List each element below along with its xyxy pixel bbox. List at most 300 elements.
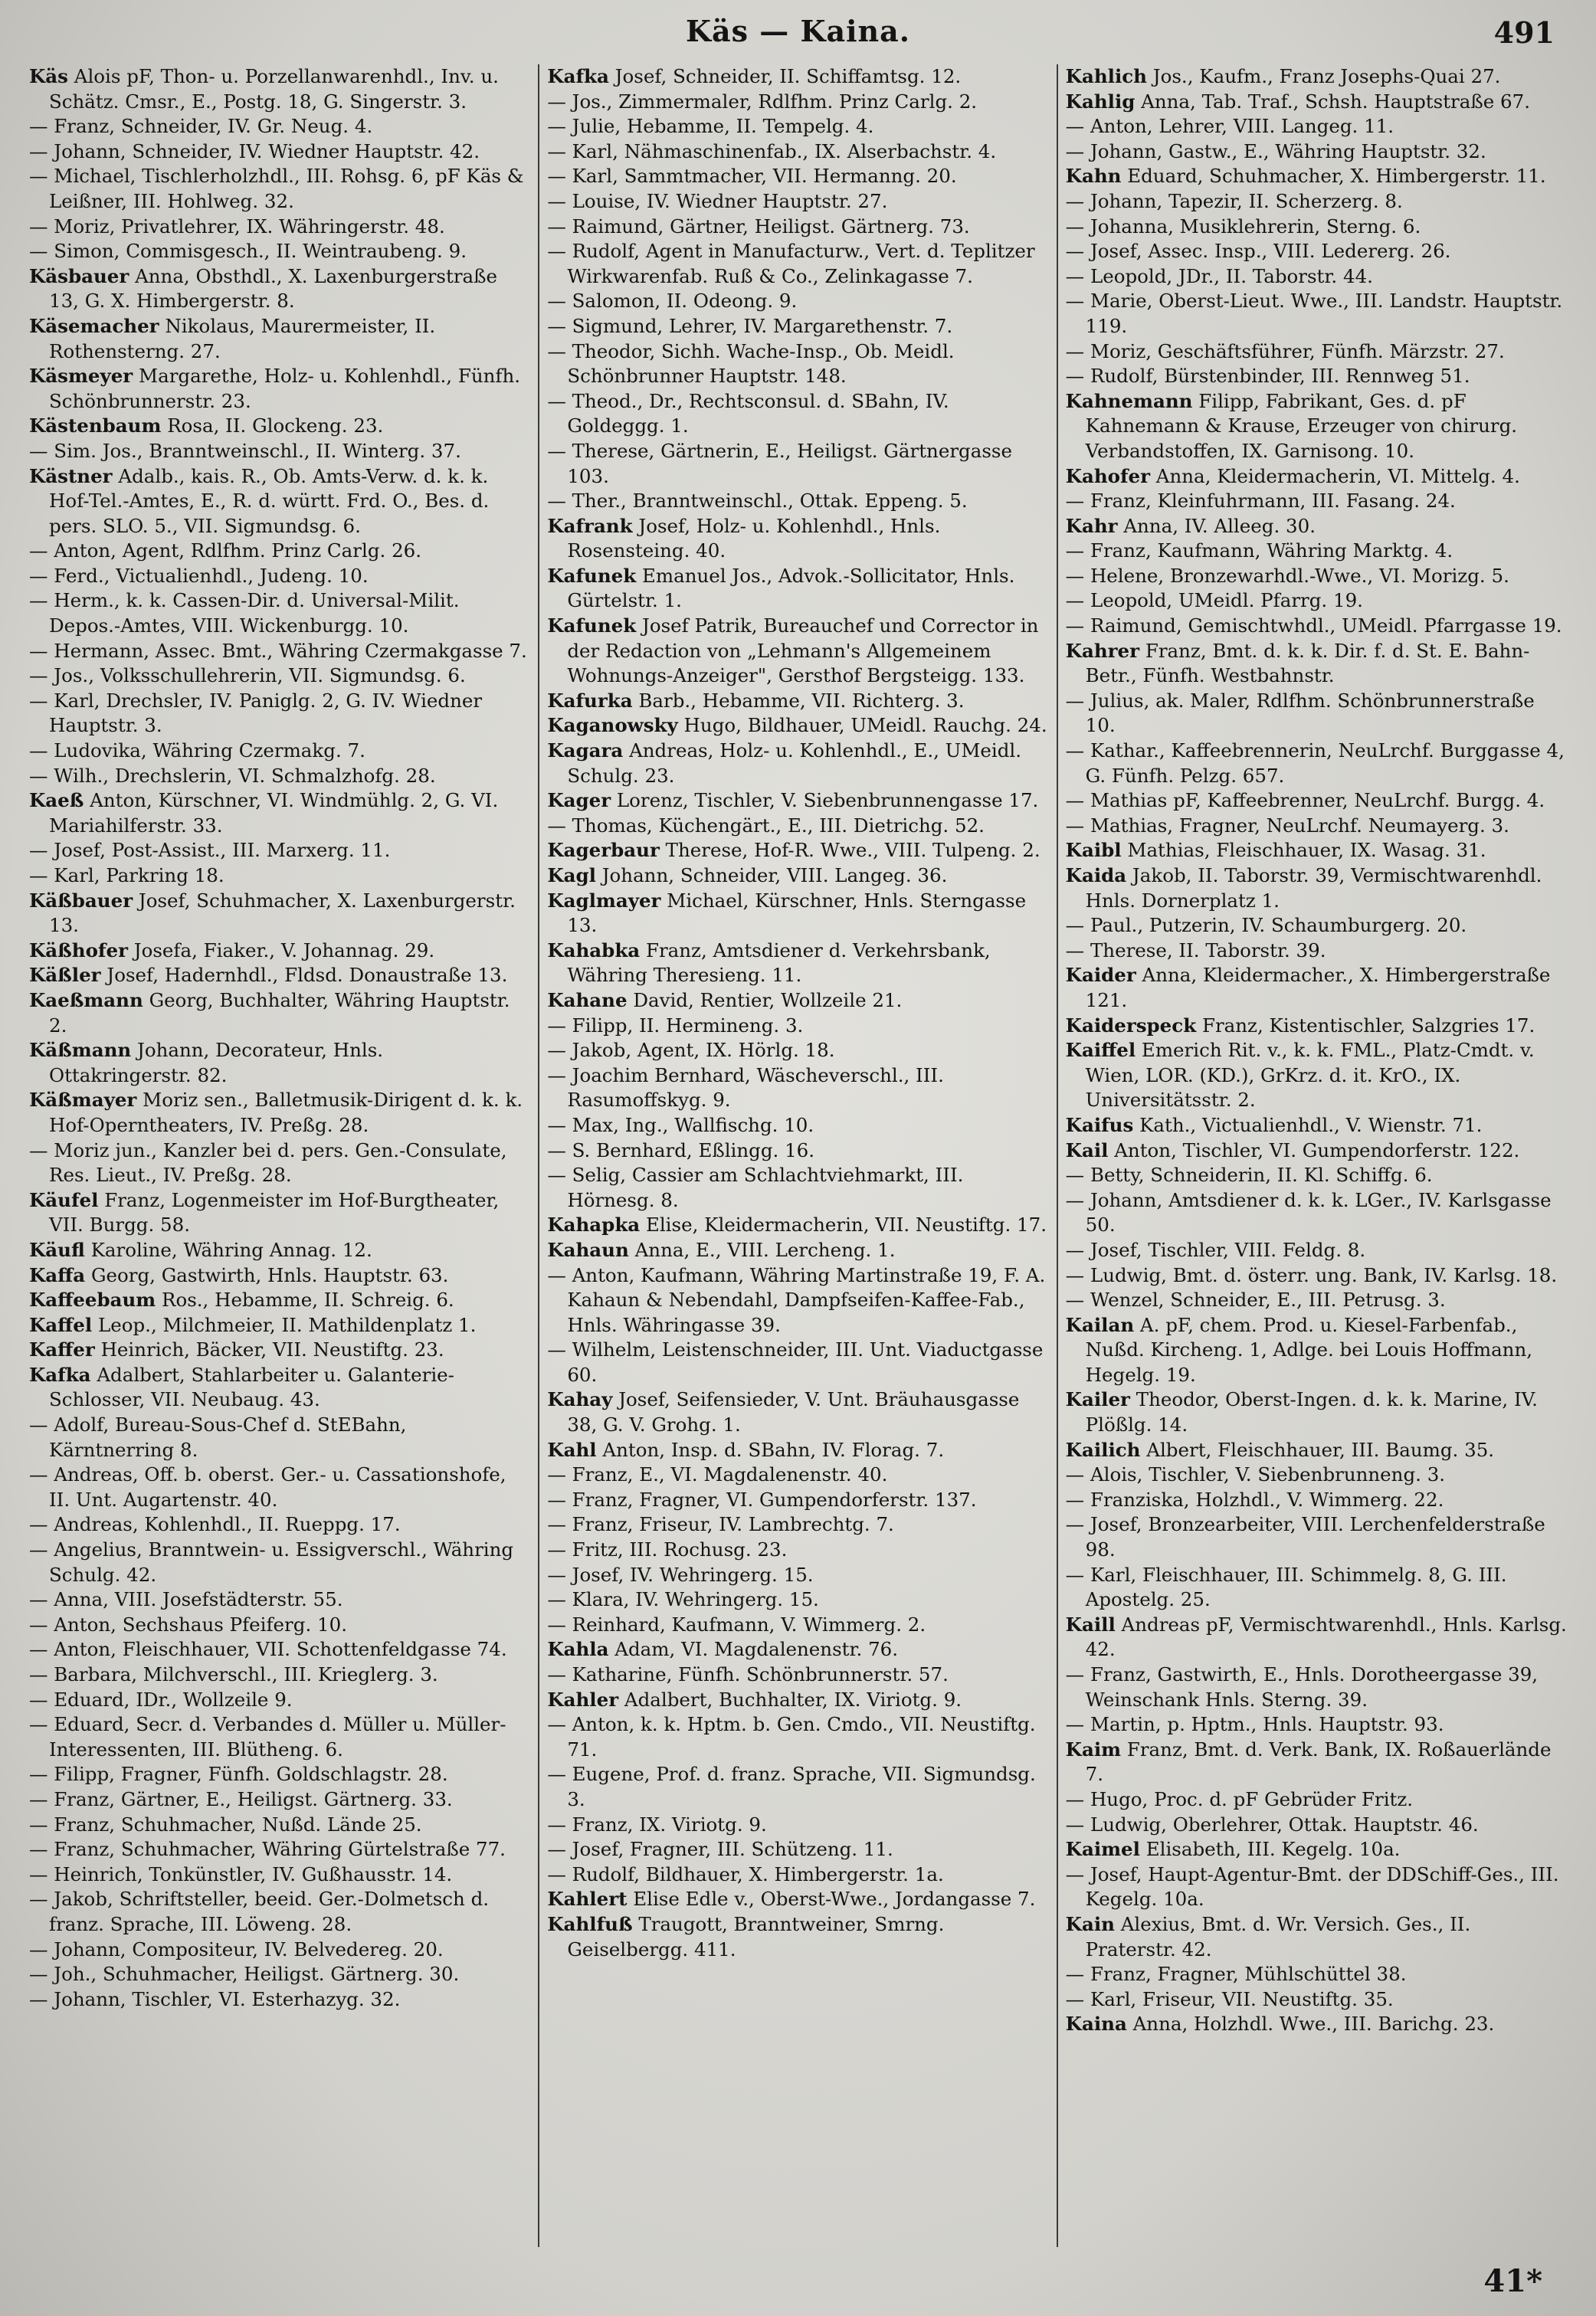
entry-text: — Kathar., Kaffeebrennerin, NeuLrchf. Burggasse 4, G. Fünfh. Pelzg. 657. [1065,739,1565,787]
directory-entry [29,439,530,464]
entry-text: — Anton, k. k. Hptm. b. Gen. Cmdo., VII. Neustiftg. 71. [547,1713,1036,1761]
directory-entry [547,863,1048,889]
directory-entry [547,289,1048,314]
entry-text: Georg, Buchhalter, Währing Hauptstr. 2. [49,988,510,1037]
directory-entry [29,1512,530,1538]
directory-entry [547,489,1048,514]
entry-text: — Franz, Schuhmacher, Währing Gürtelstraße 77. [29,1838,506,1861]
directory-entry [1066,90,1567,115]
directory-entry [29,838,530,863]
directory-entry [1066,913,1567,939]
entry-text: — Rudolf, Bürstenbinder, III. Rennweg 51. [1065,365,1470,388]
directory-entry [29,1688,530,1713]
directory-entry [547,1813,1048,1838]
entry-text: — Josef, Haupt-Agentur-Bmt. der DDSchiff-Ges., III. Kegelg. 10a. [1065,1862,1559,1911]
entry-headword: Kahay [547,1388,613,1411]
entry-text: — Ludwig, Bmt. d. österr. ung. Bank, IV. Karlsg. 18. [1065,1263,1558,1286]
entry-headword: Kager [547,789,611,812]
directory-entry [29,1538,530,1587]
entry-text: — Simon, Commisgesch., II. Weintraubeng. 9. [29,240,467,263]
entry-text: Anna, Kleidermacherin, VI. Mittelg. 4. [1150,464,1520,487]
directory-entry [1066,539,1567,564]
entry-headword: Käufl [29,1238,85,1261]
directory-entry [29,963,530,988]
entry-text: Leop., Milchmeier, II. Mathildenplatz 1. [92,1313,477,1336]
entry-text: — Paul., Putzerin, IV. Schaumburgerg. 20. [1065,914,1467,937]
directory-entry [1066,788,1567,814]
directory-entry [1066,1038,1567,1113]
entry-text: Josef, Holz- u. Kohlenhdl., Hnls. Rosensteing. 40. [567,514,941,562]
entry-text: — Franz, Fragner, VI. Gumpendorferstr. 137. [547,1488,977,1511]
entry-headword: Kaider [1065,964,1136,987]
directory-entry [547,788,1048,814]
entry-text: — Anton, Agent, Rdlfhm. Prinz Carlg. 26. [29,539,422,562]
entry-headword: Kahofer [1065,464,1151,487]
entry-text: — Hermann, Assec. Bmt., Währing Czermakgasse 7. [29,639,527,662]
entry-text: Andreas pF, Vermischtwarenhdl., Hnls. Karlsg. 42. [1085,1613,1567,1661]
entry-headword: Kaeßmann [29,988,143,1011]
directory-entry [547,1613,1048,1638]
directory-entry [29,663,530,689]
entry-text: — Raimund, Gemischtwhdl., UMeidl. Pfarrgasse 19. [1065,614,1562,637]
directory-entry [1066,164,1567,189]
directory-entry [29,139,530,165]
entry-text: — Klara, IV. Wehringerg. 15. [547,1588,819,1611]
entry-text: — Mathias, Fragner, NeuLrchf. Neumayerg. 3. [1065,814,1509,837]
directory-entry [29,764,530,789]
directory-entry [1066,1488,1567,1513]
entry-text: — Herm., k. k. Cassen-Dir. d. Universal-Milit. Depos.-Amtes, VIII. Wickenburgg. 10. [29,589,460,637]
directory-entry [29,164,530,214]
directory-entry [1066,814,1567,839]
entry-text: Josef, Schuhmacher, X. Laxenburgerstr. 13. [49,889,516,937]
entry-headword: Kahapka [547,1214,641,1237]
directory-entry [29,1862,530,1888]
entry-text: — Karl, Fleischhauer, III. Schimmelg. 8, G. III. Apostelg. 25. [1065,1563,1507,1611]
entry-headword: Kagara [547,739,624,762]
entry-text: — Johann, Gastw., E., Währing Hauptstr. 32. [1065,139,1486,162]
entry-text: — Franz, Gastwirth, E., Hnls. Dorotheergasse 39, Weinschank Hnls. Sterng. 39. [1065,1663,1539,1711]
entry-text: — Louise, IV. Wiedner Hauptstr. 27. [547,189,888,212]
directory-entry [547,189,1048,215]
directory-entry [29,539,530,564]
entry-text: — Anton, Sechshaus Pfeiferg. 10. [29,1613,347,1636]
directory-entry [547,689,1048,714]
directory-entry [547,215,1048,240]
entry-headword: Kahrer [1065,639,1140,662]
directory-entry [1066,838,1567,863]
directory-entry [547,1038,1048,1063]
entry-text: — Angelius, Branntwein- u. Essigverschl., Währing Schulg. 42. [29,1538,514,1586]
entry-text: — Julius, ak. Maler, Rdlfhm. Schönbrunnerstraße 10. [1065,689,1535,737]
entry-text: — Andreas, Off. b. oberst. Ger.- u. Cassationshofe, II. Unt. Augartenstr. 40. [29,1463,506,1511]
directory-entry [29,239,530,264]
directory-entry [1066,464,1567,490]
entry-text: Elise Edle v., Oberst-Wwe., Jordangasse 7. [627,1888,1036,1911]
entry-headword: Kailer [1065,1388,1130,1411]
entry-headword: Kafurka [547,689,633,712]
entry-headword: Kafrank [547,514,633,537]
entry-text: Emerich Rit. v., k. k. FML., Platz-Cmdt. v. Wien, LOR. (KD.), GrKrz. d. it. KrO., IX. Universitätsstr. 2. [1085,1039,1535,1112]
directory-entry [547,1213,1048,1238]
directory-entry [29,1188,530,1238]
directory-entry [547,1538,1048,1563]
directory-entry [547,1014,1048,1039]
directory-entry [547,1587,1048,1613]
entry-headword: Kästenbaum [29,414,162,437]
entry-text: Margarethe, Holz- u. Kohlenhdl., Fünfh. Schönbrunnerstr. 23. [49,365,521,412]
directory-entry [1066,1962,1567,1987]
directory-entry [1066,1613,1567,1662]
entry-text: — Michael, Tischlerholzhdl., III. Rohsg. 6, pF Käs & Leißner, III. Hohlweg. 32. [29,165,524,212]
directory-entry [1066,588,1567,614]
entry-headword: Kahn [1065,165,1122,188]
directory-entry [547,90,1048,115]
directory-entry [1066,215,1567,240]
entry-headword: Kaida [1065,864,1127,886]
entry-text: — Eugene, Prof. d. franz. Sprache, VII. Sigmundsg. 3. [547,1763,1036,1810]
entry-text: — Therese, II. Taborstr. 39. [1065,939,1326,961]
entry-text: Albert, Fleischhauer, III. Baumg. 35. [1140,1438,1495,1461]
entry-headword: Kafunek [547,614,637,637]
entry-headword: Käs [29,65,68,87]
directory-entry [1066,389,1567,464]
directory-entry [29,863,530,889]
directory-entry [29,939,530,964]
directory-entry [29,414,530,439]
directory-entry [29,314,530,364]
entry-text: Johann, Schneider, VIII. Langeg. 36. [595,864,948,886]
entry-text: Elisabeth, III. Kegelg. 10a. [1139,1838,1401,1861]
directory-entry [29,1363,530,1413]
entry-headword: Kaill [1065,1613,1116,1636]
entry-text: — Reinhard, Kaufmann, V. Wimmerg. 2. [547,1613,926,1636]
entry-headword: Käßmann [29,1039,132,1062]
entry-text: — Marie, Oberst-Lieut. Wwe., III. Landstr. Hauptstr. 119. [1065,290,1563,337]
entry-text: Anna, E., VIII. Lercheng. 1. [628,1238,896,1261]
entry-text: — Josef, Assec. Insp., VIII. Ledererg. 26. [1065,240,1451,263]
directory-entry [29,1413,530,1463]
entry-text: David, Rentier, Wollzeile 21. [627,988,903,1011]
directory-entry [547,1387,1048,1437]
entry-headword: Kahlich [1065,65,1147,87]
entry-headword: Kaffeebaum [29,1289,156,1312]
directory-entry [29,1762,530,1787]
directory-entry [1066,1238,1567,1263]
directory-entry [29,1938,530,1963]
directory-entry [547,339,1048,389]
entry-text: — Franz, Kleinfuhrmann, III. Fasang. 24. [1065,490,1456,513]
directory-entry [547,1512,1048,1538]
directory-entry [547,1113,1048,1138]
entry-text: Anton, Tischler, VI. Gumpendorferstr. 122. [1108,1138,1520,1161]
directory-entry [1066,239,1567,264]
directory-entry [547,713,1048,739]
entry-text: — Moriz jun., Kanzler bei d. pers. Gen.-Consulate, Res. Lieut., IV. Preßg. 28. [29,1138,507,1187]
entry-text: — Barbara, Milchverschl., III. Krieglerg. 3. [29,1663,438,1685]
running-title: Käs — Kaina. [685,14,911,48]
entry-text: Adam, VI. Magdalenenstr. 76. [608,1638,899,1661]
entry-text: — Franz, Schneider, IV. Gr. Neug. 4. [29,115,373,138]
entry-text: Franz, Bmt. d. k. k. Dir. f. d. St. E. Bahn-Betr., Fünfh. Westbahnstr. [1085,639,1530,687]
entry-text: Anna, Kleidermacher., X. Himbergerstraße 121. [1085,964,1551,1011]
entry-headword: Kagerbaur [547,839,660,862]
directory-entry [1066,189,1567,215]
entry-headword: Kagl [547,864,596,886]
directory-entry [29,564,530,589]
page-number: 491 [1493,15,1555,50]
directory-entry [1066,1387,1567,1437]
entry-text: — Wilhelm, Leistenschneider, III. Unt. Viaductgasse 60. [547,1338,1044,1386]
directory-entry [547,838,1048,863]
directory-entry [29,1613,530,1638]
directory-entry [29,1837,530,1862]
directory-entry [547,1263,1048,1338]
entry-text: — Jakob, Schriftsteller, beeid. Ger.-Dolmetsch d. franz. Sprache, III. Löweng. 28. [29,1888,490,1935]
entry-text: Theodor, Oberst-Ingen. d. k. k. Marine, IV. Plößlg. 14. [1085,1388,1538,1436]
entry-headword: Kaifus [1065,1113,1134,1136]
directory-entry [547,1438,1048,1463]
entry-headword: Kahlert [547,1888,628,1911]
directory-entry [29,689,530,739]
directory-entry [1066,1263,1567,1289]
directory-entry [29,64,530,114]
directory-entry [29,1712,530,1762]
directory-entry [1066,364,1567,389]
directory-entry [1066,1912,1567,1962]
entry-headword: Käufel [29,1188,99,1211]
directory-entry [547,389,1048,439]
directory-entry [29,1887,530,1937]
entry-text: — Fritz, III. Rochusg. 23. [547,1538,788,1561]
entry-headword: Kafunek [547,564,637,587]
column-left [21,64,539,2247]
directory-entry [547,1912,1048,1962]
entry-text: Michael, Kürschner, Hnls. Sterngasse 13. [567,889,1027,937]
directory-entry [547,1637,1048,1662]
entry-text: — Rudolf, Agent in Manufacturw., Vert. d. Teplitzer Wirkwarenfab. Ruß & Co., Zelinkagasse 7. [547,240,1035,287]
entry-headword: Kahla [547,1638,609,1661]
directory-entry [1066,1813,1567,1838]
entry-text: Johann, Decorateur, Hnls. Ottakringerstr. 82. [49,1039,384,1086]
entry-headword: Kästner [29,464,113,487]
directory-entry [1066,139,1567,165]
entry-headword: Kaiffel [1065,1039,1136,1062]
entry-text: — Ther., Branntweinschl., Ottak. Eppeng. 5. [547,490,968,513]
directory-entry [547,1463,1048,1488]
directory-entry [1066,1712,1567,1738]
directory-entry [547,1063,1048,1113]
entry-text: — Josef, IV. Wehringerg. 15. [547,1563,814,1586]
entry-text: Franz, Kistentischler, Salzgries 17. [1196,1014,1535,1037]
directory-entry [29,1987,530,2013]
directory-entry [1066,1662,1567,1712]
entry-text: Adalbert, Stahlarbeiter u. Galanterie-Schlosser, VII. Neubaug. 43. [49,1363,454,1411]
directory-entry [547,1887,1048,1912]
directory-entry [547,1837,1048,1862]
entry-text: — Josef, Post-Assist., III. Marxerg. 11. [29,839,391,862]
directory-entry [1066,1512,1567,1562]
entry-headword: Kahl [547,1438,597,1461]
entry-text: — Mathias pF, Kaffeebrenner, NeuLrchf. Burgg. 4. [1065,789,1545,812]
entry-text: Moriz sen., Balletmusik-Dirigent d. k. k. Hof-Operntheaters, IV. Preßg. 28. [49,1089,523,1136]
directory-entry [547,1488,1048,1513]
entry-text: — Sigmund, Lehrer, IV. Margarethenstr. 7. [547,314,953,337]
entry-headword: Käßbauer [29,889,133,912]
directory-entry [547,564,1048,614]
entry-headword: Käsemacher [29,314,159,337]
entry-text: — Franz, Schuhmacher, Nußd. Lände 25. [29,1813,422,1836]
directory-entry [547,239,1048,289]
directory-entry [547,314,1048,339]
entry-text: — Karl, Nähmaschinenfab., IX. Alserbachstr. 4. [547,139,997,162]
entry-text: — Johann, Amtsdiener d. k. k. LGer., IV. Karlsgasse 50. [1065,1188,1552,1237]
entry-text: — Karl, Parkring 18. [29,864,224,886]
directory-entry [1066,1438,1567,1463]
entry-text: — Joh., Schuhmacher, Heiligst. Gärtnerg. 30. [29,1963,460,1986]
directory-entry [29,1338,530,1363]
entry-headword: Käßhofer [29,939,128,961]
directory-entry [547,439,1048,489]
entry-text: Lorenz, Tischler, V. Siebenbrunnengasse 17. [611,789,1039,812]
entry-text: — Raimund, Gärtner, Heiligst. Gärtnerg. 73. [547,215,970,237]
entry-headword: Kahane [547,988,628,1011]
directory-entry [1066,1463,1567,1488]
directory-entry [29,1038,530,1088]
directory-entry [1066,1163,1567,1188]
entry-text: — Sim. Jos., Branntweinschl., II. Winterg. 37. [29,439,461,462]
entry-text: — Anton, Lehrer, VIII. Langeg. 11. [1065,115,1394,138]
entry-text: Therese, Hof-R. Wwe., VIII. Tulpeng. 2. [659,839,1041,862]
entry-headword: Kaffel [29,1313,93,1336]
entry-text: Karoline, Währing Annag. 12. [84,1238,372,1261]
directory-entry [29,739,530,764]
entry-headword: Kafka [547,65,609,87]
entry-text: Anna, Tab. Traf., Schsh. Hauptstraße 67. [1135,90,1530,113]
entry-text: Anna, Obsthdl., X. Laxenburgerstraße 13, G. X. Himbergerstr. 8. [49,264,498,313]
directory-entry [1066,114,1567,139]
entry-text: Filipp, Fabrikant, Ges. d. pF Kahnemann & Krause, Erzeuger von chirurg. Verbandstoffen, IX. Garnisong. 10. [1085,389,1518,462]
directory-entry [1066,2012,1567,2037]
entry-text: Josef Patrik, Bureauchef und Corrector in der Redaction von „Lehmann's Allgemeinem Wohnungs-Anzeiger", Gersthof Bergsteigg. 133. [567,614,1039,687]
directory-entry [29,639,530,664]
directory-entry [547,139,1048,165]
directory-entry [29,1637,530,1662]
entry-text: Josef, Schneider, II. Schiffamtsg. 12. [608,65,962,87]
entry-text: Anna, IV. Alleeg. 30. [1117,514,1316,537]
entry-text: — Joachim Bernhard, Wäscheverschl., III. Rasumoffskyg. 9. [547,1063,944,1112]
entry-headword: Kafka [29,1363,91,1386]
directory-entry [1066,64,1567,90]
entry-text: — Johanna, Musiklehrerin, Sterng. 6. [1065,215,1421,237]
entry-text: — Josef, Bronzearbeiter, VIII. Lerchenfelderstraße 98. [1065,1513,1545,1561]
directory-entry [1066,1014,1567,1039]
entry-text: Rosa, II. Glockeng. 23. [161,414,384,437]
entry-text: — Johann, Tischler, VI. Esterhazyg. 32. [29,1987,401,2010]
entry-text: Eduard, Schuhmacher, X. Himbergerstr. 11. [1121,165,1546,188]
entry-text: — Johann, Tapezir, II. Scherzerg. 8. [1065,189,1403,212]
entry-text: Alois pF, Thon- u. Porzellanwarenhdl., Inv. u. Schätz. Cmsr., E., Postg. 18, G. Singerstr. 3. [49,65,499,113]
directory-entry [547,1688,1048,1713]
entry-text: — Franz, Fragner, Mühlschüttel 38. [1065,1963,1407,1986]
directory-entry [547,1163,1048,1213]
entry-text: — Wenzel, Schneider, E., III. Petrusg. 3. [1065,1289,1446,1312]
entry-headword: Kaffer [29,1338,95,1361]
entry-text: Barb., Hebamme, VII. Richterg. 3. [632,689,965,712]
entry-text: Hugo, Bildhauer, UMeidl. Rauchg. 24. [677,714,1047,737]
entry-text: — Franz, IX. Viriotg. 9. [547,1813,767,1836]
directory-entry [1066,614,1567,639]
entry-headword: Kailich [1065,1438,1141,1461]
entry-text: — Franziska, Holzhdl., V. Wimmerg. 22. [1065,1488,1444,1511]
directory-entry [1066,514,1567,539]
entry-text: Kath., Victualienhdl., V. Wienstr. 71. [1133,1113,1483,1136]
directory-entry [547,1662,1048,1688]
entry-text: — Max, Ing., Wallfischg. 10. [547,1113,814,1136]
directory-entry [29,1313,530,1338]
entry-text: — Theod., Dr., Rechtsconsul. d. SBahn, IV. Goldeggg. 1. [547,389,949,437]
directory-entry [1066,1138,1567,1164]
entry-headword: Kailan [1065,1313,1135,1336]
entry-text: — Karl, Drechsler, IV. Paniglg. 2, G. IV. Wiedner Hauptstr. 3. [29,689,483,737]
entry-headword: Kahr [1065,514,1118,537]
directory-entry [1066,1738,1567,1787]
entry-headword: Kail [1065,1138,1109,1161]
directory-entry [1066,963,1567,1013]
directory-entry [29,1088,530,1138]
entry-headword: Kaina [1065,2013,1127,2036]
directory-entry [547,114,1048,139]
directory-entry [29,889,530,939]
directory-entry [29,1463,530,1512]
entry-text: — Adolf, Bureau-Sous-Chef d. StEBahn, Kärntnerring 8. [29,1414,407,1461]
entry-text: — Jakob, Agent, IX. Hörlg. 18. [547,1039,835,1062]
entry-text: Josef, Hadernhdl., Fldsd. Donaustraße 13. [100,964,508,987]
entry-text: A. pF, chem. Prod. u. Kiesel-Farbenfab., Nußd. Kircheng. 1, Adlge. bei Louis Hoffmann, Hegelg. 19. [1085,1313,1533,1386]
entry-headword: Kaimel [1065,1838,1140,1861]
directory-entry [29,464,530,539]
directory-entry [1066,1288,1567,1313]
entry-text: — Leopold, JDr., II. Taborstr. 44. [1065,264,1373,287]
directory-entry [29,264,530,314]
directory-entry [547,1238,1048,1263]
entry-text: Franz, Bmt. d. Verk. Bank, IX. Roßauerlände 7. [1085,1738,1552,1786]
directory-entry [1066,1188,1567,1238]
entry-text: Franz, Logenmeister im Hof-Burgtheater, VII. Burgg. 58. [49,1188,500,1237]
entry-text: — Thomas, Küchengärt., E., III. Dietrichg. 52. [547,814,985,837]
directory-entry [29,1263,530,1289]
directory-entry [547,1712,1048,1762]
entry-text: — Heinrich, Tonkünstler, IV. Gußhausstr. 14. [29,1862,453,1885]
entry-text: Georg, Gastwirth, Hnls. Hauptstr. 63. [85,1263,449,1286]
directory-entry [29,988,530,1038]
directory-entry [1066,1113,1567,1138]
entry-text: Josef, Seifensieder, V. Unt. Bräuhausgasse 38, G. V. Grohg. 1. [567,1388,1020,1436]
directory-entry [29,1662,530,1688]
entry-text: — Karl, Sammtmacher, VII. Hermanng. 20. [547,165,957,188]
entry-text: Josefa, Fiaker., V. Johannag. 29. [127,939,435,961]
entry-headword: Kaffa [29,1263,86,1286]
entry-text: Ros., Hebamme, II. Schreig. 6. [156,1289,454,1312]
entry-text: — Filipp, Fragner, Fünfh. Goldschlagstr. 28. [29,1763,448,1786]
entry-text: — Josef, Tischler, VIII. Feldg. 8. [1065,1238,1366,1261]
entry-text: — Anton, Fleischhauer, VII. Schottenfeldgasse 74. [29,1638,507,1661]
directory-entry [29,1587,530,1613]
entry-text: — Johann, Schneider, IV. Wiedner Hauptstr. 42. [29,139,480,162]
page-header [31,14,1565,60]
entry-text: — Theodor, Sichh. Wache-Insp., Ob. Meidl. Schönbrunner Hauptstr. 148. [547,339,955,388]
entry-text: — Therese, Gärtnerin, E., Heiligst. Gärtnergasse 103. [547,439,1012,487]
